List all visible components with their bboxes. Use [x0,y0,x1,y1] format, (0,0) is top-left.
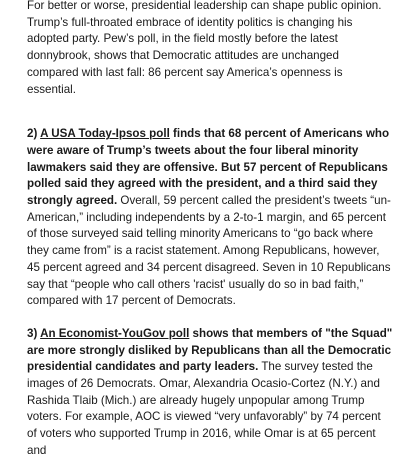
item-number: 2) [27,127,41,141]
economist-yougov-poll-link[interactable]: An Economist-YouGov poll [40,326,190,340]
paragraph-spacer [27,98,393,126]
item-3-bold-summary: shows that members of "the Squad" are more strongly disliked by Republicans than all the Democratic presidential candidates and party leaders. [27,326,393,374]
item-number: 3) [27,326,41,340]
item-3-body: The survey tested the images of 26 Democrats. Omar, Alexandria Ocasio-Cortez (N.Y.) and Rashida Tlaib (Mich.) are already hugely unpopular among Trump voters. For example, AOC is viewed “very unfavorably” by 74 percent of voters who supported Trump in 2016, while Omar is at 65 percent and [27,360,381,457]
intro-paragraph: For better or worse, presidential leadership can shape public opinion. Trump’s full-throated embrace of identity politics is changing his adopted party. Pew’s poll, in the field mostly before the latest donnybrook, shows that Democratic attitudes are unchanged compared with last fall: 86 percent say America’s openness is essential. [27,0,382,96]
item-2-bold-summary: finds that 68 percent of Americans who were aware of Trump’s tweets about the four liberal minority lawmakers said they are offensive. But 57 percent of Republicans polled said they agreed with the president, and a third said they strongly agreed. [27,127,390,208]
article-body [27,0,393,460]
usa-today-ipsos-poll-link[interactable]: A USA Today-Ipsos poll [40,127,170,141]
poll-item-3 [27,326,393,460]
poll-item-2 [27,126,393,310]
item-2-body: Overall, 59 percent called the president’s tweets “un-American,” including independents by a 2-to-1 margin, and 65 percent of those surveyed said telling minority Americans to “go back where they came from” is a racist statement. Among Republicans, however, 45 percent agreed and 34 percent disagreed. Seven in 10 Republicans say that “people who call others 'racist' usually do so in bad faith,” compared with 17 percent of Democrats. [27,194,391,308]
paragraph-spacer [27,310,393,326]
